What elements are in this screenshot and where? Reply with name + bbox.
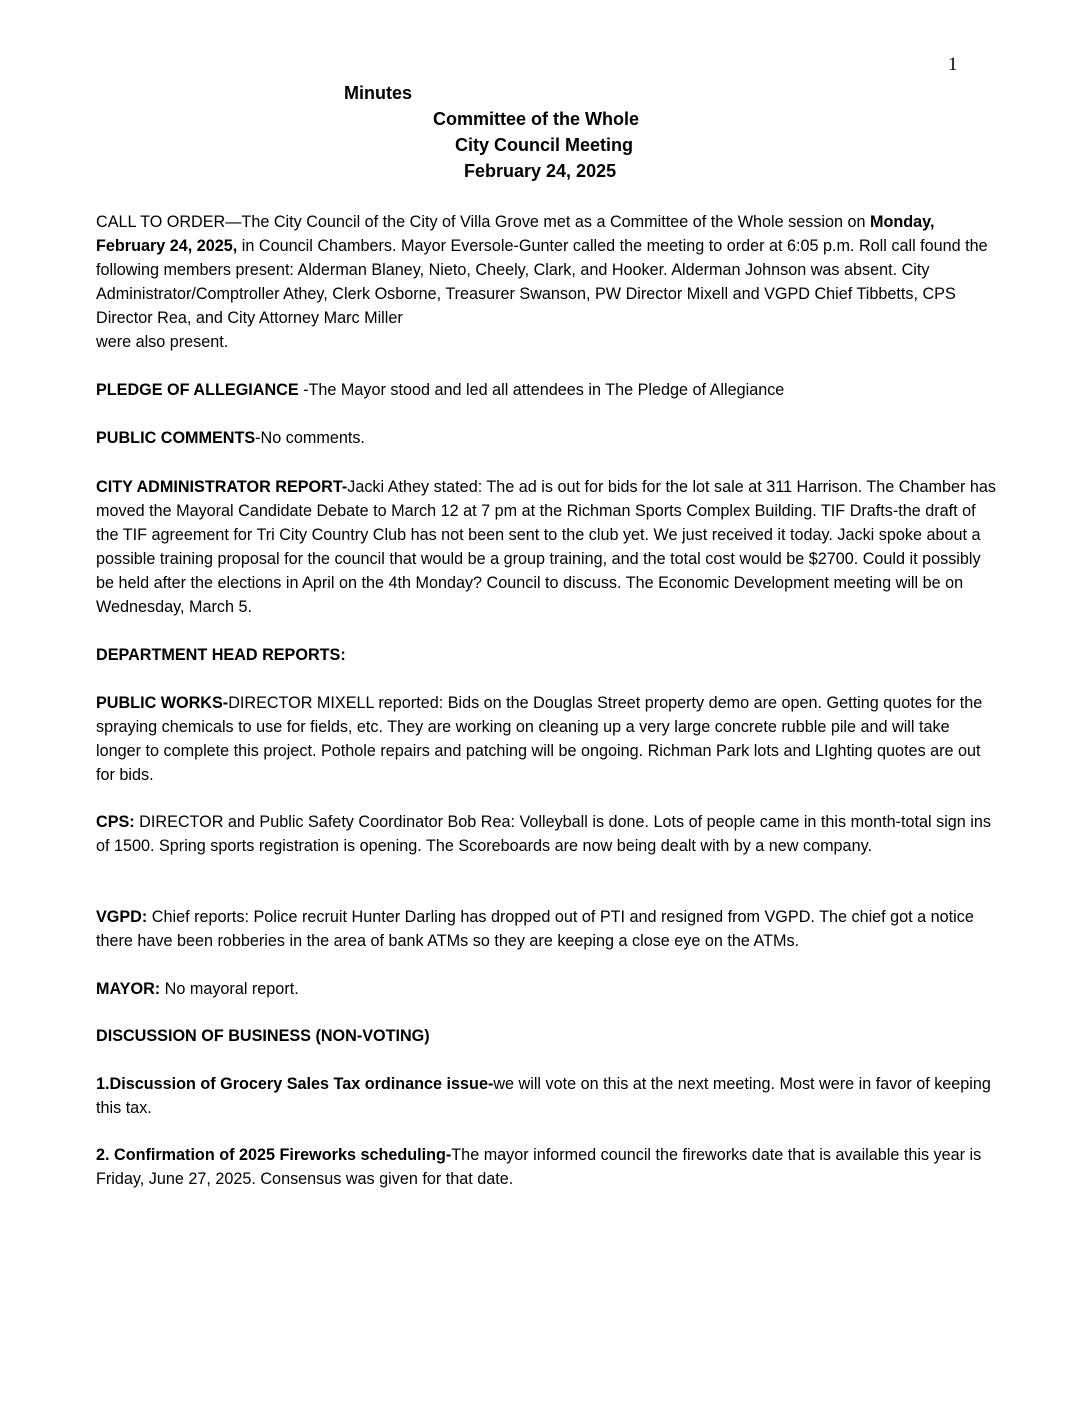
public-works-text: DIRECTOR MIXELL reported: Bids on the Douglas Street property demo are open. Getting quotes for the spraying chemicals to use for fields, etc. They are working on cleaning up a very large concrete rubble pile and will take longer to complete this project. Pothole repairs and patching will be ongoing. Richman Park lots and LIghting quotes are out for bids. bbox=[96, 694, 983, 784]
public-comments-label: PUBLIC COMMENTS bbox=[96, 429, 256, 447]
item1-text: we will vote on this at the next meeting. Most were in favor of keeping this tax. bbox=[96, 1075, 991, 1117]
cps-text: DIRECTOR and Public Safety Coordinator Bob Rea: Volleyball is done. Lots of people came in this month-total sign ins of 1500. Spring sports registration is opening. The Scoreboards are now being dealt with by a new company. bbox=[96, 813, 991, 855]
pledge-text: -The Mayor stood and led all attendees in The Pledge of Allegiance bbox=[298, 381, 785, 399]
item1-label: 1.Discussion of Grocery Sales Tax ordinance issue- bbox=[96, 1075, 494, 1093]
cps-section bbox=[96, 810, 996, 858]
cps-label: CPS: bbox=[96, 813, 135, 831]
call-to-order-section bbox=[96, 210, 996, 354]
call-to-order-text-2: in Council Chambers. Mayor Eversole-Gunter called the meeting to order at 6:05 p.m. Roll call found the following members present: Alderman Blaney, Nieto, Cheely, Clark, and Hooker. Alderman Johnson was absent. City Administrator/Comptroller Athey, Clerk Osborne, Treasurer Swanson, PW Director Mixell and VGPD Chief Tibbetts, CPS Director Rea, and City Attorney Marc Miller bbox=[96, 237, 988, 327]
public-works-section bbox=[96, 691, 996, 787]
page-number: 1 bbox=[948, 54, 958, 75]
pledge-label: PLEDGE OF ALLEGIANCE bbox=[96, 381, 299, 399]
public-works-label: PUBLIC WORKS- bbox=[96, 694, 229, 712]
call-to-order-text: CALL TO ORDER—The City Council of the City of Villa Grove met as a Committee of the Whole session on bbox=[96, 213, 871, 231]
heading-minutes: Minutes bbox=[344, 83, 413, 103]
dept-heads-section bbox=[96, 643, 996, 667]
discussion-label: DISCUSSION OF BUSINESS (NON-VOTING) bbox=[96, 1027, 430, 1045]
call-to-order-text-3: were also present. bbox=[96, 333, 229, 351]
city-admin-section bbox=[96, 475, 996, 619]
item1-section bbox=[96, 1072, 996, 1120]
item2-text: The mayor informed council the fireworks date that is available this year is Friday, June 27, 2025. Consensus was given for that date. bbox=[96, 1146, 982, 1188]
meeting-date-bold: Monday, February 24, 2025, bbox=[96, 213, 935, 255]
city-admin-text: Jacki Athey stated: The ad is out for bids for the lot sale at 311 Harrison. The Chamber has moved the Mayoral Candidate Debate to March 12 at 7 pm at the Richman Sports Complex Building. TIF Drafts-the draft of the TIF agreement for Tri City Country Club has not been sent to the club yet. We just received it today. Jacki spoke about a possible training proposal for the council that would be a group training, and the total cost would be $2700. Could it possibly be held after the elections in April on the 4th Monday? Council to discuss. The Economic Development meeting will be on Wednesday, March 5. bbox=[96, 478, 996, 616]
item2-label: 2. Confirmation of 2025 Fireworks scheduling- bbox=[96, 1146, 452, 1164]
mayor-label: MAYOR: bbox=[96, 980, 161, 998]
pledge-section bbox=[96, 378, 996, 402]
public-comments-text: -No comments. bbox=[255, 429, 365, 447]
dept-heads-label: DEPARTMENT HEAD REPORTS: bbox=[96, 646, 346, 664]
public-comments-section bbox=[96, 426, 996, 450]
item2-section bbox=[96, 1143, 996, 1191]
heading-committee: Committee of the Whole bbox=[433, 109, 639, 129]
mayor-text: No mayoral report. bbox=[160, 980, 299, 998]
vgpd-label: VGPD: bbox=[96, 908, 148, 926]
city-admin-label: CITY ADMINISTRATOR REPORT- bbox=[96, 478, 348, 496]
call-to-order-paragraph bbox=[96, 210, 996, 354]
mayor-section bbox=[96, 977, 996, 1001]
heading-date: February 24, 2025 bbox=[464, 161, 617, 181]
vgpd-text: Chief reports: Police recruit Hunter Darling has dropped out of PTI and resigned from VGPD. The chief got a notice there have been robberies in the area of bank ATMs so they are keeping a close eye on the ATMs. bbox=[96, 908, 974, 950]
discussion-section bbox=[96, 1024, 996, 1048]
vgpd-section bbox=[96, 905, 996, 953]
heading-meeting: City Council Meeting bbox=[455, 135, 634, 155]
